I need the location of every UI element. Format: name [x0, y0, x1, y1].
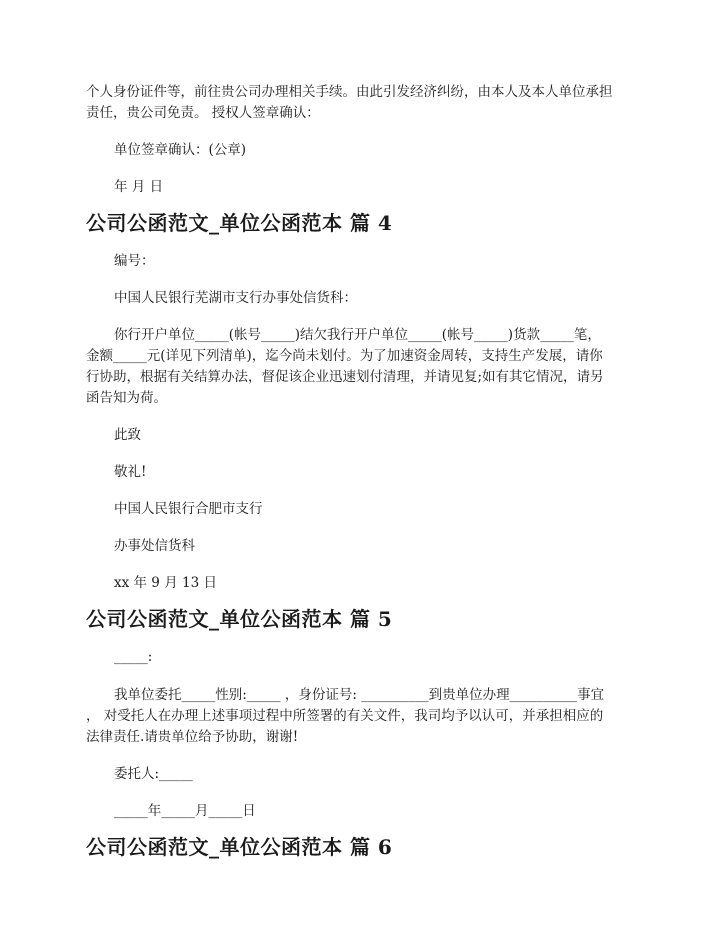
section-4-date: xx 年 9 月 13 日 [114, 575, 217, 591]
sender-department: 办事处信货科 [114, 538, 195, 554]
body-line-4: 函告知为荷。 [86, 390, 167, 406]
entrust-line-3: 法律责任.请贵单位给予协助，谢谢! [86, 729, 299, 745]
body-line-1: 你行开户单位_____(帐号_____)结欠我行开户单位_____(帐号_____)货款_____笔， [114, 327, 601, 343]
salutation-line: _____: [114, 649, 153, 665]
intro-line-2: 责任，贵公司免责。 授权人签章确认： [86, 105, 320, 121]
closing-salute: 敬礼! [114, 464, 147, 480]
document-page [86, 82, 646, 860]
reference-number: 编号： [114, 253, 155, 269]
body-line-3: 行协助，根据有关结算办法，督促该企业迅速划付清理，并请见复;如有其它情况，请另 [86, 369, 604, 385]
unit-seal-line: 单位签章确认：(公章) [114, 142, 247, 158]
intro-date-line: 年 月 日 [114, 179, 164, 195]
closing-greeting: 此致 [114, 427, 141, 443]
entrust-line-1: 我单位委托_____性别:_____ ，身份证号: __________到贵单位办理__________事宜 [114, 687, 605, 703]
recipient-line: 中国人民银行芜湖市支行办事处信货科： [114, 290, 357, 306]
sender-bank: 中国人民银行合肥市支行 [114, 501, 263, 517]
section-6-heading: 公司公函范文_单位公函范本 篇 6 [86, 835, 393, 859]
section-5-date: _____年_____月_____日 [114, 803, 256, 819]
entrust-line-2: ， 对受托人在办理上述事项过程中所签署的有关文件，我司均予以认可，并承担相应的 [86, 708, 604, 724]
body-line-2: 金额_____元(详见下列清单)，迄今尚未划付。为了加速资金周转，支持生产发展，请你 [86, 348, 603, 364]
intro-line-1: 个人身份证件等，前往贵公司办理相关手续。由此引发经济纠纷，由本人及本人单位承担 [86, 84, 613, 100]
section-5-heading: 公司公函范文_单位公函范本 篇 5 [86, 607, 393, 631]
principal-line: 委托人:_____ [114, 766, 193, 782]
section-4-heading: 公司公函范文_单位公函范本 篇 4 [86, 211, 393, 235]
